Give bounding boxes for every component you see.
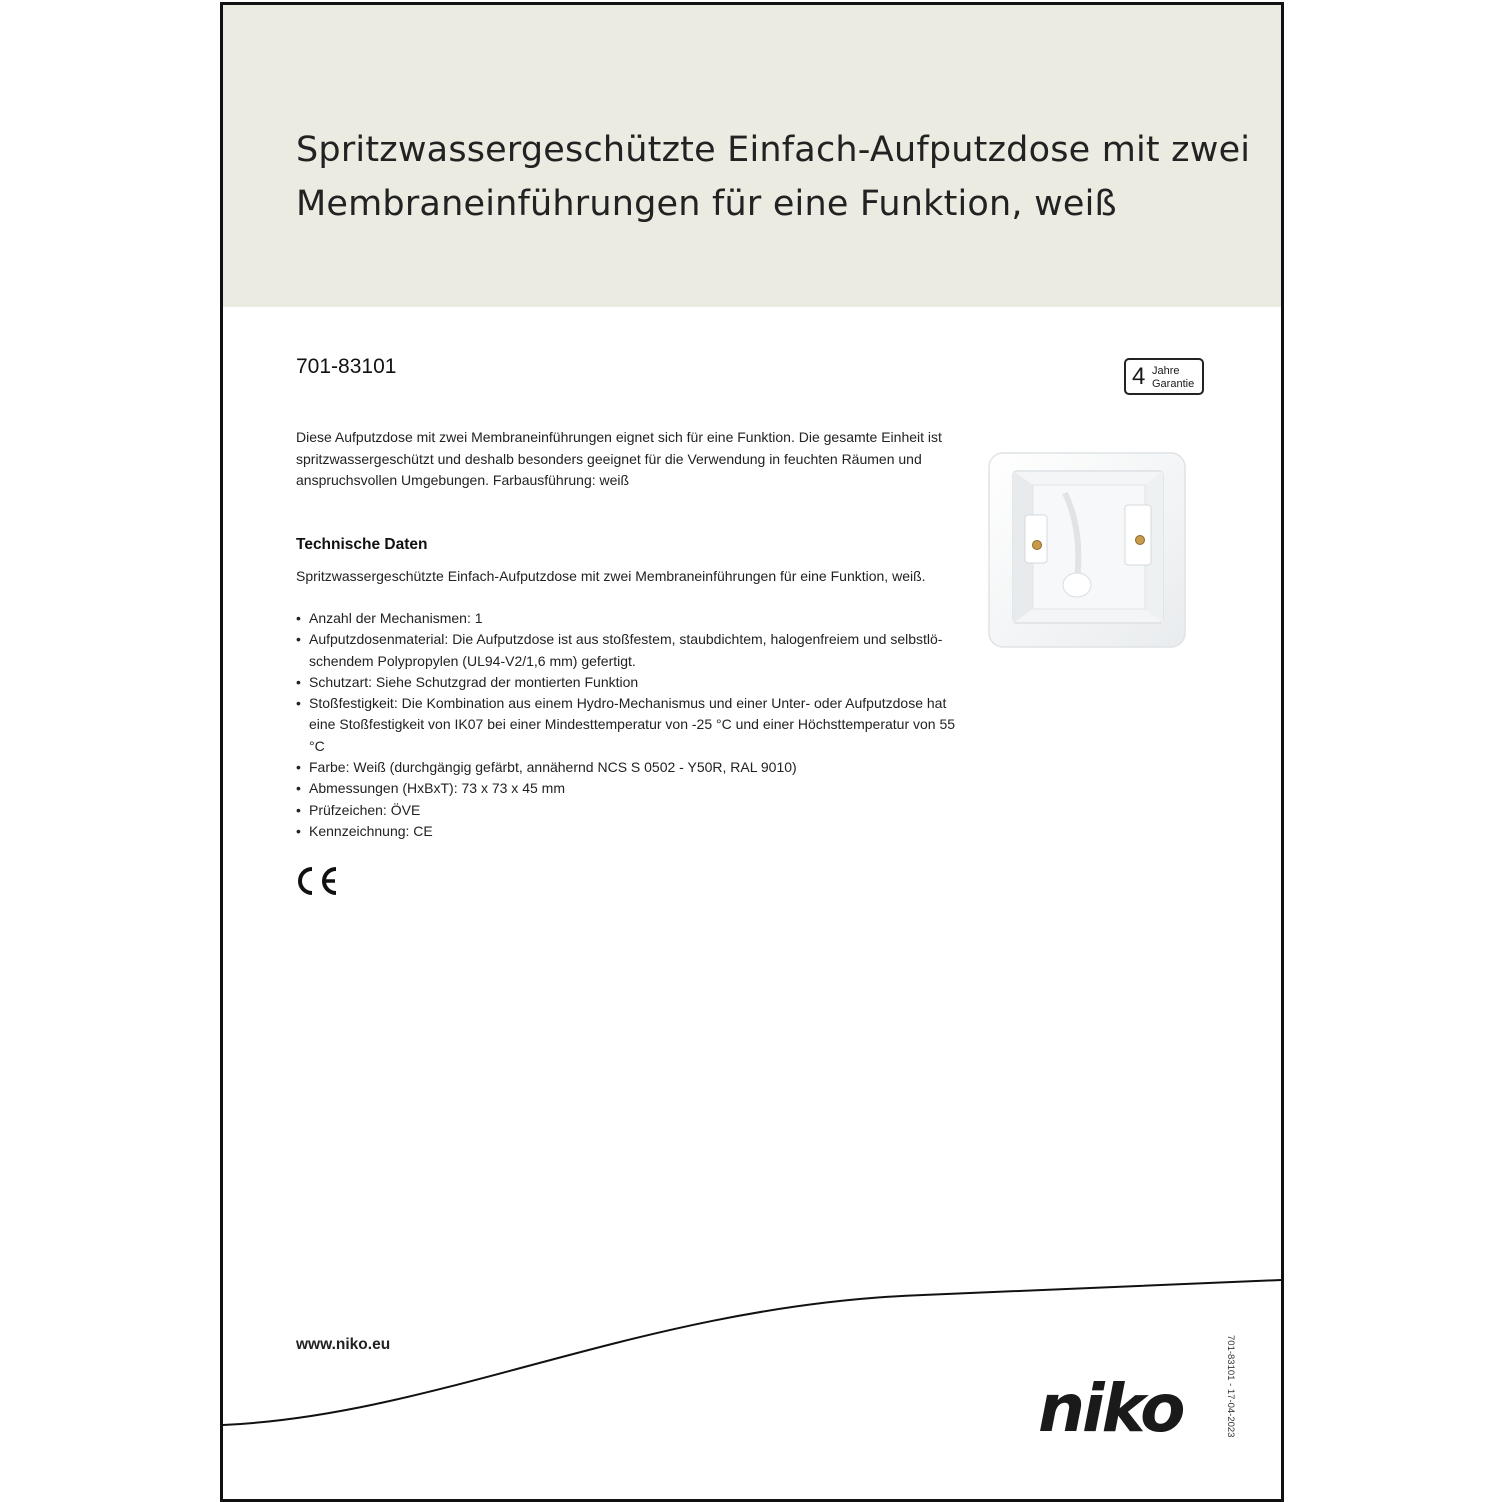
document-reference: [1225, 1335, 1246, 1438]
spec-item: • Farbe: Weiß (durchgängig gefärbt, annähernd NCS S 0502 - Y50R, RAL 9010): [296, 757, 961, 778]
product-image: [985, 445, 1195, 655]
warranty-label-years: Jahre: [1152, 365, 1180, 377]
svg-text:niko: niko: [1038, 1377, 1183, 1439]
spec-item: • Stoßfestigkeit: Die Kombination aus einem Hydro-Mechanismus und einer Unter- oder Aufputzdose hat eine Stoßfestigkeit von IK07 bei einer Mindesttemperatur von -25 °C und einer Höchsttemperatur von 55 °C: [296, 693, 961, 757]
article-number: 701-83101: [296, 355, 397, 378]
page-title: Spritzwassergeschützte Einfach-Aufputzdose mit zwei Membraneinführungen für eine Funktion, weiß: [296, 130, 1251, 224]
spec-item: • Abmessungen (HxBxT): 73 x 73 x 45 mm: [296, 778, 961, 799]
spec-item: • Anzahl der Mechanismen: 1: [296, 608, 961, 629]
spec-item: • Prüfzeichen: ÖVE: [296, 800, 961, 821]
intro-paragraph: Diese Aufputzdose mit zwei Membraneinführungen eignet sich für eine Funktion. Die gesamte Einheit ist spritzwassergeschützt und deshalb besonders geeignet für die Verwendung in feuchten Räumen und anspruchsvollen Umgebungen. Farbausführung: weiß: [296, 429, 942, 488]
ce-mark-icon: [296, 865, 340, 897]
technical-data-heading: Technische Daten: [296, 536, 428, 553]
spec-item: • Aufputzdosenmaterial: Die Aufputzdose ist aus stoßfestem, staubdichtem, halogenfreiem und selbstlö-schendem Polypropylen (UL94-V2/1,6 mm) gefertigt.: [296, 629, 961, 672]
technical-specs-list: [296, 608, 961, 842]
spec-item: • Schutzart: Siehe Schutzgrad der montierten Funktion: [296, 672, 961, 693]
niko-logo: [1038, 1377, 1213, 1439]
datasheet-page: [220, 2, 1284, 1502]
document-reference-text: 701-83101 - 17-04-2023: [1225, 1335, 1236, 1438]
spec-item: • Kennzeichnung: CE: [296, 821, 961, 842]
warranty-label-guarantee: Garantie: [1152, 378, 1195, 390]
technical-description: Spritzwassergeschützte Einfach-Aufputzdose mit zwei Membraneinführungen für eine Funktion, weiß.: [296, 568, 926, 584]
warranty-badge: [1124, 358, 1204, 395]
warranty-years: 4: [1132, 363, 1146, 390]
website-link[interactable]: www.niko.eu: [296, 1336, 391, 1353]
